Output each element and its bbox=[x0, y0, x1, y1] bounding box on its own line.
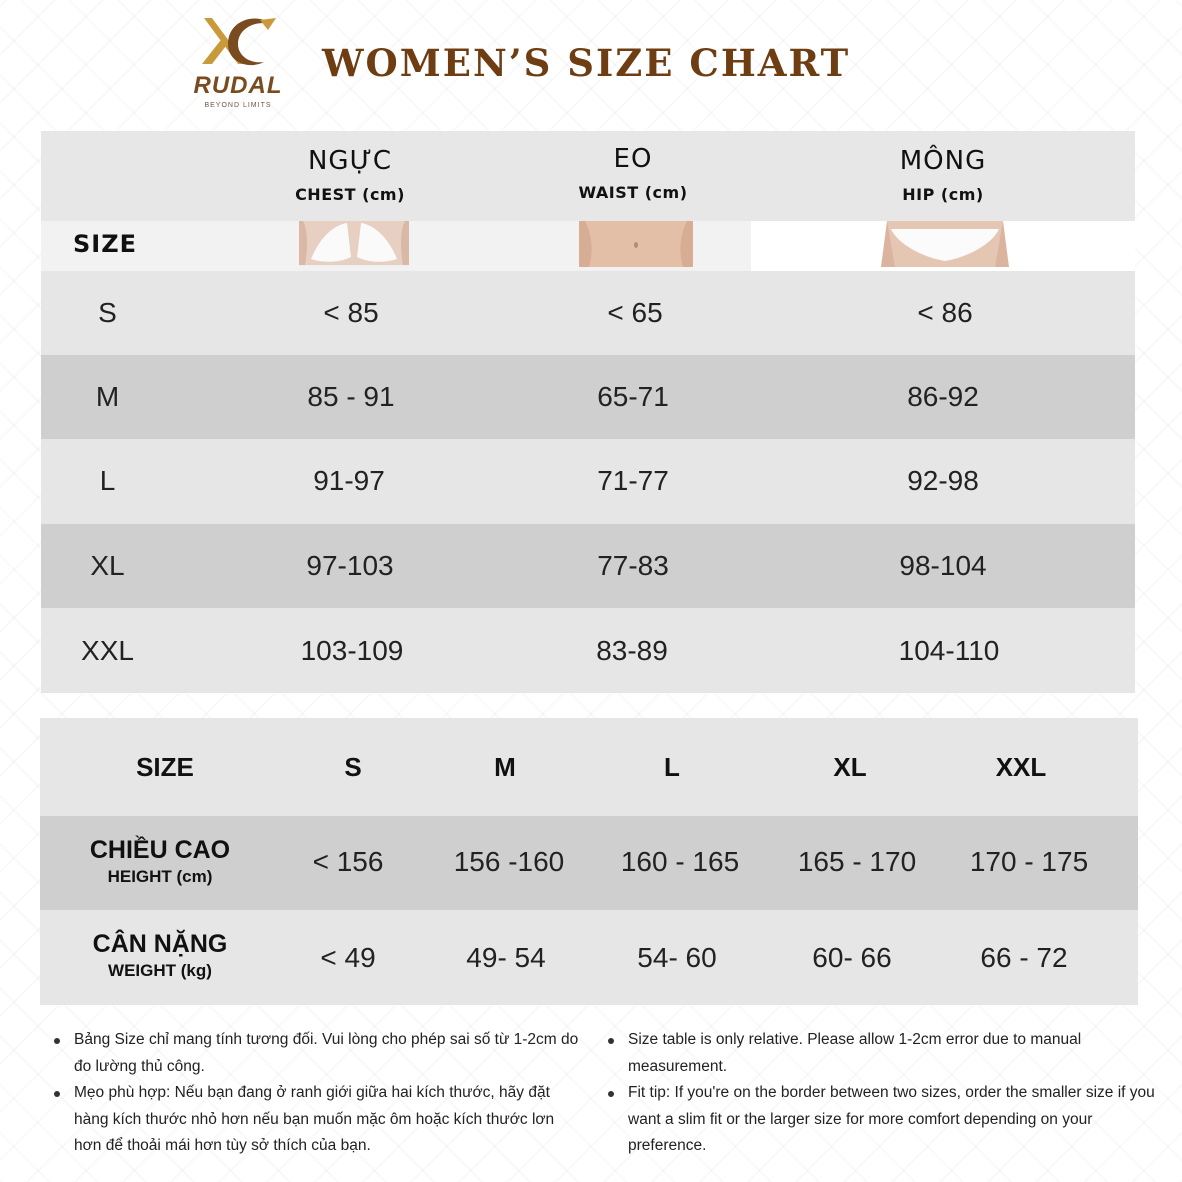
size-header-l: L bbox=[664, 752, 680, 782]
size-header-m: M bbox=[494, 752, 516, 782]
size-cell: XL bbox=[90, 550, 125, 581]
hip-photo-icon bbox=[881, 221, 1009, 267]
body-measurement-table bbox=[41, 131, 1135, 693]
chest-cell: 97-103 bbox=[306, 550, 394, 581]
height-cell-xxl: 170 - 175 bbox=[969, 846, 1089, 877]
weight-cell-l: 54- 60 bbox=[637, 942, 717, 973]
note-item: Mẹo phù hợp: Nếu bạn đang ở ranh giới giữa hai kích thước, hãy đặt hàng kích thước nhỏ hơn nếu bạn muốn mặc ôm hoặc kích thước lơn hơn để thoải mái hơn tùy sở thích của bạn. bbox=[52, 1080, 582, 1160]
waist-column-title: EO bbox=[613, 144, 653, 174]
hip-cell: < 86 bbox=[917, 297, 973, 328]
waist-column-subtitle: WAIST (cm) bbox=[578, 183, 688, 202]
note-item: Bảng Size chỉ mang tính tương đối. Vui lòng cho phép sai số từ 1-2cm do đo lường thủ công. bbox=[52, 1027, 582, 1080]
height-label-en: HEIGHT (cm) bbox=[107, 867, 213, 886]
table-row-xl bbox=[41, 524, 1135, 608]
size-header-s: S bbox=[344, 752, 362, 782]
table-row-l bbox=[41, 439, 1135, 523]
size-cell: M bbox=[95, 381, 120, 412]
logo-mark-icon bbox=[198, 14, 278, 76]
hip-cell: 92-98 bbox=[907, 465, 979, 496]
size-cell: L bbox=[99, 465, 116, 496]
size-column-header: SIZE bbox=[73, 230, 138, 258]
height-row bbox=[40, 816, 1138, 910]
weight-label-vi: CÂN NẶNG bbox=[92, 930, 228, 958]
waist-cell: < 65 bbox=[607, 297, 663, 328]
page-title: WOMEN’S SIZE CHART bbox=[322, 41, 851, 85]
hip-cell: 104-110 bbox=[898, 635, 1000, 666]
note-item: Size table is only relative. Please allow 1-2cm error due to manual measurement. bbox=[606, 1027, 1158, 1080]
weight-label bbox=[70, 930, 250, 981]
hip-cell: 86-92 bbox=[907, 381, 979, 412]
weight-cell-m: 49- 54 bbox=[466, 942, 546, 973]
chest-cell: < 85 bbox=[323, 297, 379, 328]
waist-cell: 77-83 bbox=[597, 550, 669, 581]
note-item: Fit tip: If you're on the border between two sizes, order the smaller size if you want a slim fit or the larger size for more comfort depending on your preference. bbox=[606, 1080, 1158, 1160]
weight-cell-s: < 49 bbox=[320, 942, 376, 973]
waist-photo-icon bbox=[579, 221, 693, 267]
chest-cell: 91-97 bbox=[313, 465, 385, 496]
height-cell-s: < 156 bbox=[312, 846, 384, 877]
weight-cell-xl: 60- 66 bbox=[812, 942, 892, 973]
chest-cell: 85 - 91 bbox=[307, 381, 395, 412]
size-header-xl: XL bbox=[833, 752, 867, 782]
size-column-header: SIZE bbox=[136, 752, 194, 782]
table-row-m bbox=[41, 355, 1135, 439]
height-weight-table bbox=[40, 718, 1138, 1005]
brand-name: RUDAL bbox=[193, 72, 283, 99]
chest-cell: 103-109 bbox=[300, 635, 404, 666]
waist-cell: 65-71 bbox=[597, 381, 669, 412]
height-label-vi: CHIỀU CAO bbox=[89, 836, 231, 864]
height-cell-l: 160 - 165 bbox=[620, 846, 740, 877]
hip-column-subtitle: HIP (cm) bbox=[902, 185, 984, 204]
height-label bbox=[70, 836, 250, 887]
notes-english bbox=[606, 1027, 1158, 1160]
size-header-xxl: XXL bbox=[995, 752, 1047, 782]
table-row-xxl bbox=[41, 609, 1135, 693]
size-cell: S bbox=[98, 297, 117, 328]
table-row-s bbox=[41, 271, 1135, 355]
notes-vietnamese bbox=[52, 1027, 582, 1160]
hip-column-title: MÔNG bbox=[899, 146, 987, 176]
height-cell-xl: 165 - 170 bbox=[797, 846, 917, 877]
hip-cell: 98-104 bbox=[899, 550, 987, 581]
weight-row bbox=[40, 910, 1138, 1005]
size-cell: XXL bbox=[81, 635, 134, 666]
chest-column-subtitle: CHEST (cm) bbox=[295, 185, 405, 204]
weight-cell-xxl: 66 - 72 bbox=[980, 942, 1068, 973]
chest-column-title: NGỰC bbox=[307, 146, 393, 176]
chest-photo-icon bbox=[299, 221, 409, 267]
height-cell-m: 156 -160 bbox=[453, 846, 565, 877]
brand-logo bbox=[186, 14, 290, 109]
waist-cell: 83-89 bbox=[596, 635, 668, 666]
weight-label-en: WEIGHT (kg) bbox=[108, 961, 212, 980]
waist-cell: 71-77 bbox=[597, 465, 669, 496]
brand-tagline: BEYOND LIMITS bbox=[204, 102, 272, 109]
table-header bbox=[40, 718, 1138, 816]
